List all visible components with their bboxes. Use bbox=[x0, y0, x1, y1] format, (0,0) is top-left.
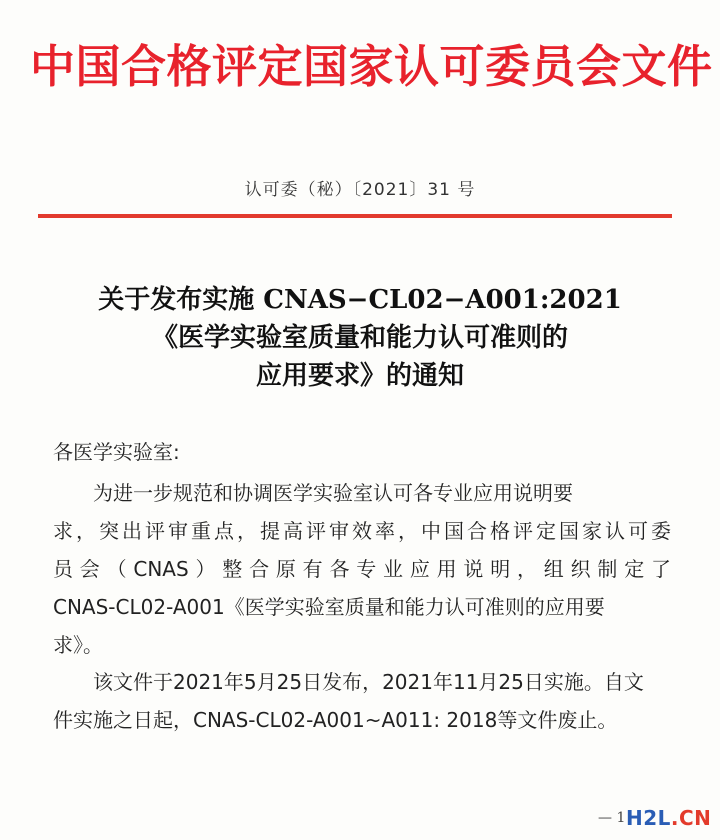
page-number: — 1 bbox=[598, 810, 626, 826]
title-line: 《医学实验室质量和能力认可准则的 bbox=[151, 323, 568, 353]
paragraph-line: 为进一步规范和协调医学实验室认可各专业应用说明要 bbox=[93, 481, 573, 505]
paragraph-line: 求，突出评审重点，提高评审效率，中国合格评定国家认可委 bbox=[53, 519, 671, 543]
site-watermark bbox=[626, 806, 711, 830]
watermark-text-blue: H2L bbox=[626, 806, 671, 830]
body-paragraph-2 bbox=[53, 663, 671, 739]
document-number: 认可委（秘）〔2021〕31 号 bbox=[244, 180, 476, 200]
paragraph-line: 求》。 bbox=[53, 633, 103, 657]
paragraph-line: CNAS-CL02-A001《医学实验室质量和能力认可准则的应用要 bbox=[53, 595, 605, 619]
paragraph-line: 员会（CNAS）整合原有各专业应用说明，组织制定了 bbox=[53, 557, 671, 581]
body-paragraph-1 bbox=[53, 474, 671, 664]
paragraph-line: 该文件于2021年5月25日发布，2021年11月25日实施。自文 bbox=[93, 670, 644, 694]
salutation: 各医学实验室: bbox=[53, 440, 180, 464]
org-header: 中国合格评定国家认可委员会文件 bbox=[30, 40, 713, 93]
watermark-text-red: .CN bbox=[670, 806, 712, 830]
title-line: 应用要求》的通知 bbox=[255, 361, 464, 391]
red-divider-rule bbox=[38, 214, 672, 218]
paragraph-line: 件实施之日起，CNAS-CL02-A001~A011: 2018等文件废止。 bbox=[53, 708, 618, 732]
title-line: 关于发布实施 CNAS−CL02−A001:2021 bbox=[98, 285, 622, 315]
notice-title bbox=[0, 281, 720, 395]
